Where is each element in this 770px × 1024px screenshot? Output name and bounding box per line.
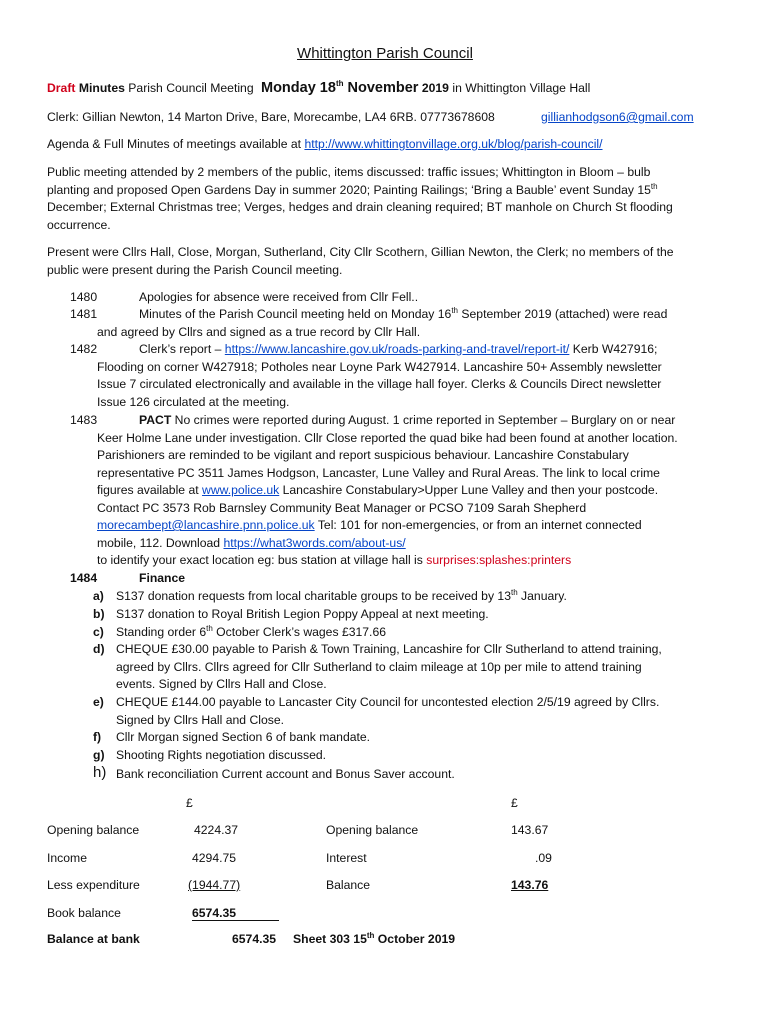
draft-label: Draft — [47, 81, 76, 95]
minute-number: 1481 — [70, 307, 98, 321]
agenda-line: Agenda & Full Minutes of meetings available at http://www.whittingtonvillage.org.uk/blog/parish-council/ — [47, 137, 603, 151]
bank-balance-label: Balance at bank — [47, 932, 140, 946]
meeting-type: Parish Council Meeting — [128, 81, 254, 95]
police-link[interactable]: www.police.uk — [202, 483, 280, 497]
row-label: Opening balance — [326, 823, 419, 837]
minutes-label: Minutes — [78, 81, 125, 95]
pact-label: PACT — [139, 413, 172, 427]
bank-balance-value: 6574.35 — [232, 932, 277, 946]
clerk-details: Clerk: Gillian Newton, 14 Marton Drive, Bare, Morecambe, LA4 6RB. 07773678608 — [47, 110, 495, 124]
row-label: Less expenditure — [47, 878, 140, 892]
agenda-link[interactable]: http://www.whittingtonvillage.org.uk/blog/parish-council/ — [304, 137, 603, 151]
minute-item-1484 — [47, 570, 727, 588]
minutes-page: Whittington Parish Council Draft Minutes Parish Council Meeting Monday 18th November 2019 in Whittington Village Hall Clerk: Gillian Newton, 14 Marton Drive, Bare, Morecambe, LA4 6RB. 07773678608 gillianhodgson6@gmail.com Agenda & Full Minutes of meetings available at http://www.whittingtonvillage.org.uk/blog/parish-council/ Public meeting attended by 2 members of the public, items discussed: traffic issues; Whittington in Bloom – bulb planting and proposed Open Gardens Day in summer 2020; Painting Railings; ‘Bring a Bauble’ event Sunday 15th December; External Christmas tree; Verges, hedges and drain cleaning required; BT manhole on Church St flooding occurrence. Present were Cllrs Hall, Close, Morgan, Sutherland, City Cllr Scothern, Gillian Newton, the Clerk; no members of the public were present during the Parish Council meeting. 1480 Apologies for absence were received from Cllr Fell.. 1481 Minutes of the Parish Council meeting held on Monday 16th September 2019 (attached) were read and agreed by Cllrs and signed as a true record by Cllr Hall. 1482 Clerk’s report – https://www.lancashire.gov.uk/roads-parking-and-travel/report-it/ Kerb W427916; Flooding on corner W427918; Potholes near Loyne Park W427914. Lancashire 50+ Assembly newsletter Issue 7 circulated electronically and available in the village hall foyer. Clerks & Councils Direct newsletter Issue 126 circulated at the meeting. 1483 PACT No crimes were reported during August. 1 crime reported in September – Burglary on or near Keer Holme Lane under investigation. Cllr Close reported the quad bike had been found at another location. Parishioners are reminded to be vigilant and report suspicious behaviour. Lancashire Constabulary representative PC 3511 James Hodgson, Lancaster, Lune Valley and Rural Areas. The link to local crime figures available at www.police.uk Lancashire Constabulary>Upper Lune Valley and then your postcode. Contact PC 3573 Rob Barnsley Community Beat Manager or PCSO 7109 Sarah Shepherd morecambept@lancashire.pnn.police.uk Tel: 101 for non-emergencies, or from an internet connected mobile, 112. Download https://what3words.com/about-us/ to identify your exact location eg: bus station at village hall is surprises:splashes:printers 1484 Finance a) S137 donation requests from local charitable groups to be received by 13th January. b) S137 donation to Royal British Legion Poppy Appeal at next meeting. c) Standing order 6th October Clerk’s wages £317.66 d) CHEQUE £30.00 payable to Parish & Town Training, Lancashire for Cllr Sutherland to attend training, agreed by Cllrs. Cllrs agreed for Cllr Sutherland to claim mileage at 10p per mile to attend training events. Signed by Cllrs Hall and Close. e) CHEQUE £144.00 payable to Lancaster City Council for uncontested election 2/5/19 agreed by Cllrs. Signed by Cllrs Hall and Close. f) Cllr Morgan signed Section 6 of bank mandate. g) Shooting Rights negotiation discussed. h) Bank reconciliation Current account and Bonus Saver account. £ £ Opening balance 4224.37 Opening balance 143.67 Income 4294.75 Interest .09 Less expenditure (1944.77) Balance 143.76 Book balance 6574.35 Balance at bank 6574.35 Sheet 303 15th October 2019 — [0, 0, 770, 1024]
bank-sheet-reference: Sheet 303 15th October 2019 — [293, 930, 456, 946]
police-email-link[interactable]: morecambept@lancashire.pnn.police.uk — [97, 518, 315, 532]
minute-number: 1484 — [70, 571, 98, 585]
row-label: Opening balance — [47, 823, 140, 837]
report-it-link[interactable]: https://www.lancashire.gov.uk/roads-parking-and-travel/report-it/ — [224, 342, 570, 356]
minute-text: Minutes of the Parish Council meeting held on Monday 16th September 2019 (attached) were read — [139, 305, 668, 321]
present-paragraph: Present were Cllrs Hall, Close, Morgan, Sutherland, City Cllr Scothern, Gillian Newton, the Clerk; no members of the public were present during the Parish Council meeting. — [47, 245, 674, 277]
minute-text: Clerk’s report – https://www.lancashire.gov.uk/roads-parking-and-travel/report-it/ Kerb W427916; — [139, 342, 658, 356]
minute-number: 1483 — [70, 413, 98, 427]
minute-number: 1482 — [70, 342, 98, 356]
row-label: Income — [47, 851, 87, 865]
minute-item-1481: 1481 Minutes of the Parish Council meeting held on Monday 16th September 2019 (attached) were read and agreed by Cllrs and signed as a true record by Cllr Hall. — [70, 305, 668, 339]
minute-text: PACT No crimes were reported during August. 1 crime reported in September – Burglary on or near — [139, 413, 676, 427]
minute-text: Apologies for absence were received from Cllr Fell.. — [139, 290, 419, 304]
row-value: 143.67 — [511, 823, 549, 837]
public-meeting-paragraph: Public meeting attended by 2 members of the public, items discussed: traffic issues; Whittington in Bloom – bulb planting and proposed Open Gardens Day in summer 2020; Painting Railings; ‘Bring a Bauble’ event Sunday 15th December; External Christmas tree; Verges, hedges and drain cleaning required; BT manhole on Church St flooding occurrence. — [47, 165, 673, 232]
page-title: Whittington Parish Council — [297, 45, 473, 62]
meeting-year: 2019 — [421, 81, 449, 95]
minute-item-1483: 1483 PACT No crimes were reported during August. 1 crime reported in September – Burglary on or near Keer Holme Lane under investigation. Cllr Close reported the quad bike had been found at another location. Parishioners are reminded to be vigilant and report suspicious behaviour. Lancashire Constabulary representative PC 3511 James Hodgson, Lancaster, Lune Valley and Rural Areas. The link to local crime figures available at www.police.uk Lancashire Constabulary>Upper Lune Valley and then your postcode. Contact PC 3573 Rob Barnsley Community Beat Manager or PCSO 7109 Sarah Shepherd morecambept@lancashire.pnn.police.uk Tel: 101 for non-emergencies, or from an internet connected mobile, 112. Download https://what3words.com/about-us/ to identify your exact location eg: bus station at village hall is surprises:splashes:printers — [70, 413, 678, 567]
meeting-location: in Whittington Village Hall — [452, 81, 591, 95]
meeting-header — [47, 80, 590, 96]
book-balance-value: 6574.35 — [192, 906, 279, 921]
row-value: (1944.77) — [188, 878, 241, 892]
row-value: 4294.75 — [192, 851, 237, 865]
minute-item-1482: 1482 Clerk’s report – https://www.lancashire.gov.uk/roads-parking-and-travel/report-it/ Kerb W427916; Flooding on corner W427918; Potholes near Loyne Park W427914. Lancashire 50+ Assembly newsletter Issue 7 circulated electronically and available in the village hall foyer. Clerks & Councils Direct newsletter Issue 126 circulated at the meeting. — [70, 342, 662, 409]
meeting-date: Monday 18th November — [261, 79, 419, 96]
finance-heading: Finance — [139, 571, 186, 585]
minute-item-1480 — [47, 289, 727, 307]
what3words-address: surprises:splashes:printers — [426, 553, 572, 567]
row-value: 4224.37 — [194, 823, 239, 837]
row-value: 143.76 — [511, 878, 549, 892]
row-value: .09 — [535, 851, 552, 865]
minute-number: 1480 — [70, 290, 98, 304]
currency-header-left: £ — [186, 796, 193, 810]
what3words-link[interactable]: https://what3words.com/about-us/ — [223, 535, 406, 550]
row-label: Interest — [326, 851, 367, 865]
row-label: Balance — [326, 878, 371, 892]
currency-header-right: £ — [511, 796, 518, 810]
clerk-email-link[interactable]: gillianhodgson6@gmail.com — [541, 110, 694, 124]
book-balance-label: Book balance — [47, 906, 121, 920]
